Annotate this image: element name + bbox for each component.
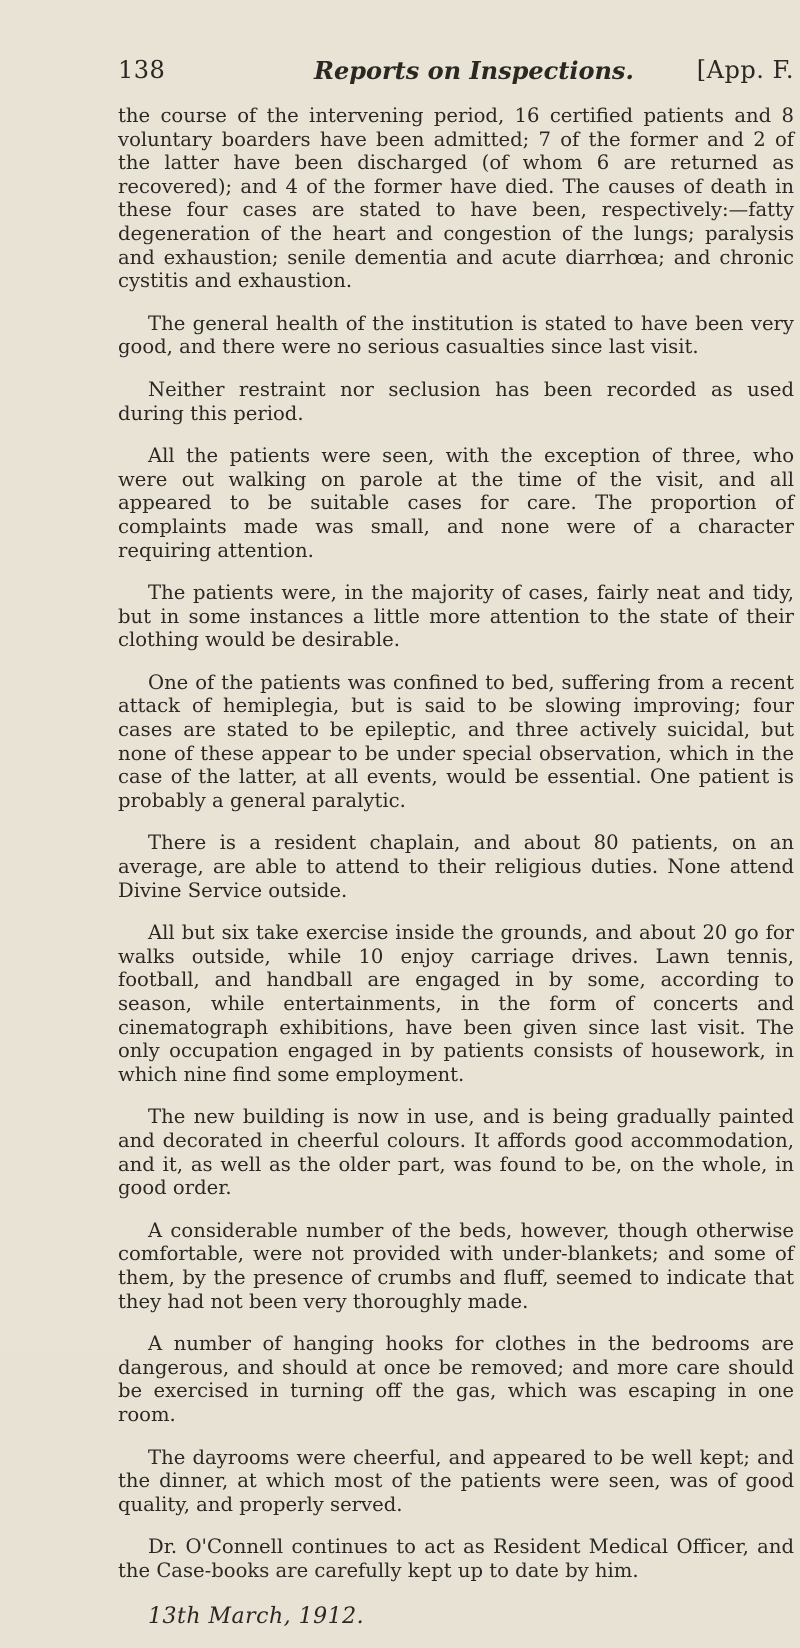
paragraph: Dr. O'Connell continues to act as Resident Medical Officer, and the Case-books are carefully kept up to date by him. bbox=[118, 1535, 794, 1582]
report-body bbox=[118, 104, 794, 1648]
paragraph: A considerable number of the beds, however, though otherwise comfortable, were not provided with under-blankets; and some of them, by the presence of crumbs and fluff, seemed to indicate that they had not been very thoroughly made. bbox=[118, 1218, 794, 1313]
appendix-label: [App. F. bbox=[696, 56, 794, 84]
paragraph: Neither restraint nor seclusion has been recorded as used during this period. bbox=[118, 377, 794, 425]
paragraph: A number of hanging hooks for clothes in the bedrooms are dangerous, and should at once be removed; and more care should be exercised in turning off the gas, which was escaping in one room. bbox=[118, 1332, 794, 1426]
report-date: 13th March, 1912. bbox=[148, 1604, 365, 1630]
paragraph: The patients were, in the majority of cases, fairly neat and tidy, but in some instances a little more attention to the state of their clothing would be desirable. bbox=[118, 581, 794, 652]
paragraph: The dayrooms were cheerful, and appeared to be well kept; and the dinner, at which most of the patients were seen, was of good quality, and properly served. bbox=[118, 1445, 794, 1516]
paragraph: All but six take exercise inside the grounds, and about 20 go for walks outside, while 10 enjoy carriage drives. Lawn tennis, football, and handball are engaged in by some, according to season, while entertainments, in the form of concerts and cinematograph exhibitions, have been given since last visit. The only occupation engaged in by patients consists of housework, in which nine find some employment. bbox=[118, 921, 794, 1086]
page-number: 138 bbox=[118, 56, 166, 84]
paragraph: The general health of the institution is stated to have been very good, and there were no serious casualties since last visit. bbox=[118, 311, 794, 359]
paragraph: the course of the intervening period, 16 certified patients and 8 voluntary boarders have been admitted; 7 of the former and 2 of the latter have been discharged (of whom 6 are returned as recovered); and 4 of the former have died. The causes of death in these four cases are stated to have been, respectively:—fatty degeneration of the heart and congestion of the lungs; paralysis and exhaustion; senile dementia and acute diarrhœa; and chronic cystitis and exhaustion. bbox=[118, 104, 794, 293]
paragraph: One of the patients was confined to bed, suffering from a recent attack of hemiplegia, but is said to be slowing improving; four cases are stated to be epileptic, and three actively suicidal, but none of these appear to be under special observation, which in the case of the latter, at all events, would be essential. One patient is probably a general paralytic. bbox=[118, 670, 794, 812]
paragraph: There is a resident chaplain, and about 80 patients, on an average, are able to attend to their religious duties. None attend Divine Service outside. bbox=[118, 831, 794, 902]
page-header bbox=[118, 56, 794, 96]
paragraph: The new building is now in use, and is being gradually painted and decorated in cheerful colours. It affords good accommodation, and it, as well as the older part, was found to be, on the whole, in good order. bbox=[118, 1105, 794, 1200]
paragraph: All the patients were seen, with the exception of three, who were out walking on parole at the time of the visit, and all appeared to be suitable cases for care. The proportion of complaints made was small, and none were of a character requiring attention. bbox=[118, 444, 794, 562]
running-title: Reports on Inspections. bbox=[314, 56, 634, 85]
